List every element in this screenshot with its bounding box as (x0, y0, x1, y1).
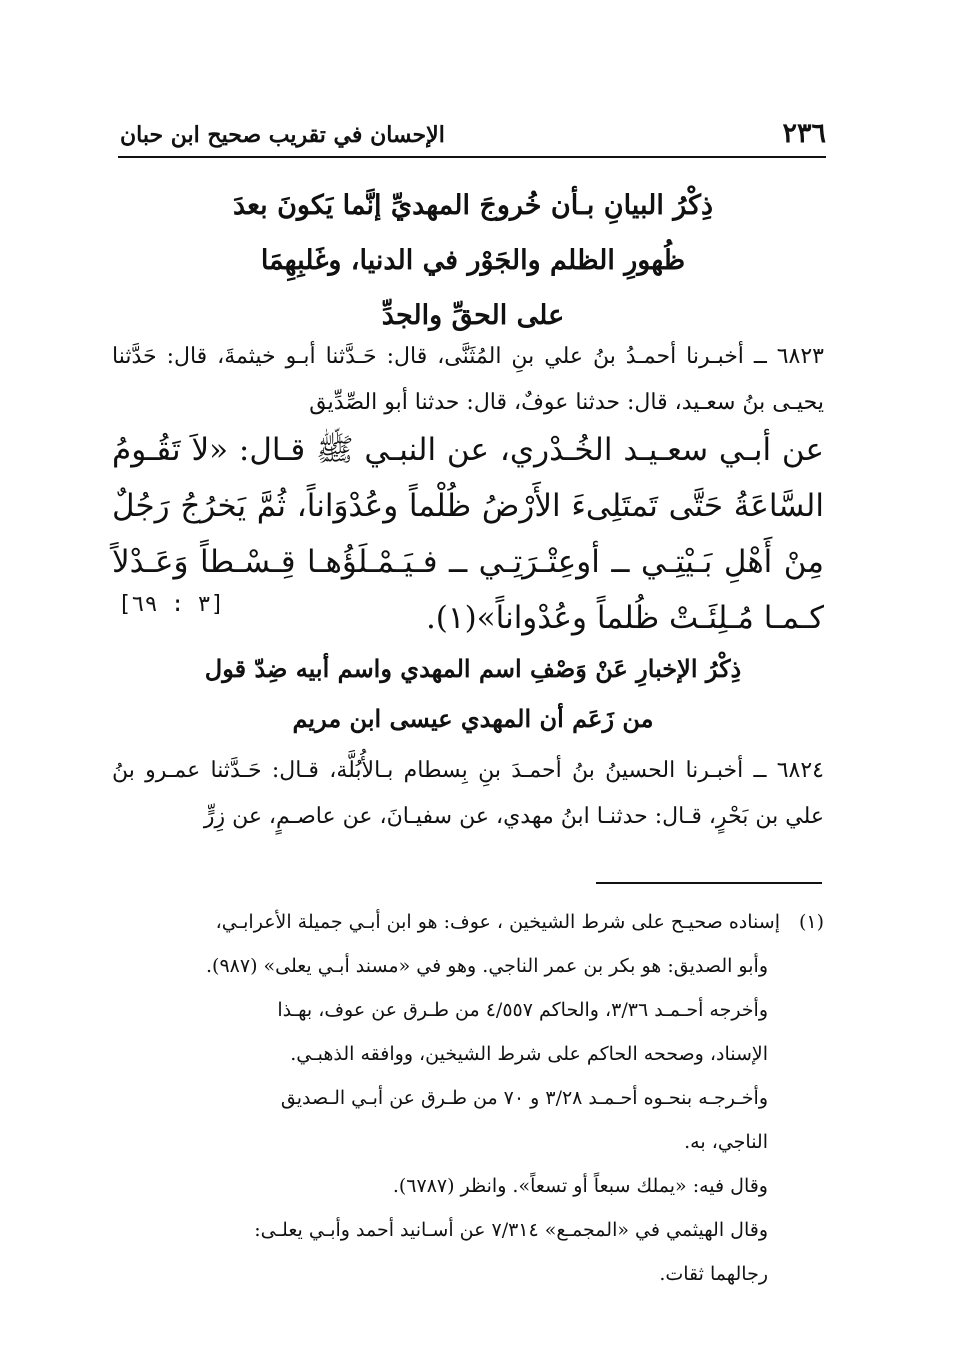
footnote-line: وأبو الصديق: هو بكر بن عمر الناجي. وهو في «مسند أبـي يعلى» (٩٨٧). (205, 955, 768, 977)
footnote-number: (١) (798, 911, 824, 933)
footnote-text: إسناده صحيـح على شرط الشيخين ، عوف: هو ابن أبـي جميلة الأعرابـي، (215, 911, 780, 933)
chapter-heading-1 (160, 178, 786, 343)
heading-line: من زَعَم أن المهدي عيسى ابن مريم (292, 704, 654, 733)
footnotes (112, 900, 824, 1296)
hadith-citation: [٣ : ٦٩] (118, 592, 224, 617)
header-divider (118, 156, 826, 158)
footnote-line: الناجي، به. (684, 1131, 768, 1153)
footnote-line: وقال فيه: «يملك سبعاً أو تسعاً». وانظر (٦٧٨٧). (392, 1175, 768, 1197)
page-number: ٢٣٦ (782, 118, 826, 149)
footnote-line: وأخـرجـه بنحـوه أحـمـد ٣/٢٨ و ٧٠ من طـرق عن أبـي الـصديق (280, 1087, 768, 1109)
footnote-line: وقال الهيثمي في «المجمـع» ٧/٣١٤ عن أسـانيد أحمد وأبـي يعلـى: (254, 1219, 768, 1241)
heading-line: على الحقِّ والجدِّ (381, 300, 565, 331)
footnote-line (112, 900, 824, 944)
heading-line: ذِكْرُ الإخبارِ عَنْ وَصْفِ اسم المهدي واسم أبيه ضِدّ قول (204, 654, 742, 683)
hadith-6823-isnad: ٦٨٢٣ ــ أخبـرنا أحمـدُ بنُ علي بنِ المُثَنَّى، قال: حَـدَّثنا أبـو خيثمةَ، قال: حَدَّثنا يحيـى بنُ سعـيد، قال: حدثنا عوفٌ، قال: حدثنا أبو الصِّدِّيق (112, 344, 824, 415)
footnote-line: وأخرجه أحـمـد ٣/٣٦، والحاكم ٤/٥٥٧ من طـرق عن عوف، بهـذا (277, 999, 768, 1021)
chapter-heading-2 (160, 644, 786, 744)
heading-line: ذِكْرُ البيانِ بـأن خُروجَ المهديِّ إنَّما يَكونَ بعدَ (232, 190, 714, 221)
hadith-6823-matn: عن أبـي سعـيـد الخُـدْري، عن النبـي ﷺ قـال: «لاَ تَقُـومُ السَّاعَةُ حَتَّى تَمتَلِىءَ الأَرْضُ ظُلْماً وعُدْوَاناً، ثُمَّ يَخرُجُ رَجُلٌ مِنْ أَهْلِ بَـيْتِـي ــ أوعِتْـرَتِـي ــ فـيَـمْـلَؤُهـا قِـسْـطاً وَعَـدْلاً كـمـا مُـلِئَـتْ ظُلماً وعُدْواناً»(١). (112, 432, 824, 636)
heading-line: ظُهورِ الظلم والجَوْر في الدنيا، وغَلبِهِمَا (260, 245, 686, 276)
footnote-line: الإسناد، وصححه الحاكم على شرط الشيخين، ووافقه الذهبـي. (290, 1043, 768, 1065)
page-header (120, 118, 826, 158)
running-title: الإحسان في تقريب صحيح ابن حبان (120, 122, 445, 148)
hadith-6824-isnad: ٦٨٢٤ ــ أخبـرنا الحسينُ بنُ أحمـدَ بنِ بِسطام بـالأُبُلَّة، قـال: حَـدَّثنا عمـرو بنُ علي بن بَحْرٍ، قـال: حدثنـا ابنُ مهدي، عن سفيـانَ، عن عاصـمٍ، عن زِرٍّ (112, 758, 824, 829)
footnote-line: رجالهما ثقات. (659, 1263, 768, 1285)
footnote-divider (596, 882, 822, 884)
